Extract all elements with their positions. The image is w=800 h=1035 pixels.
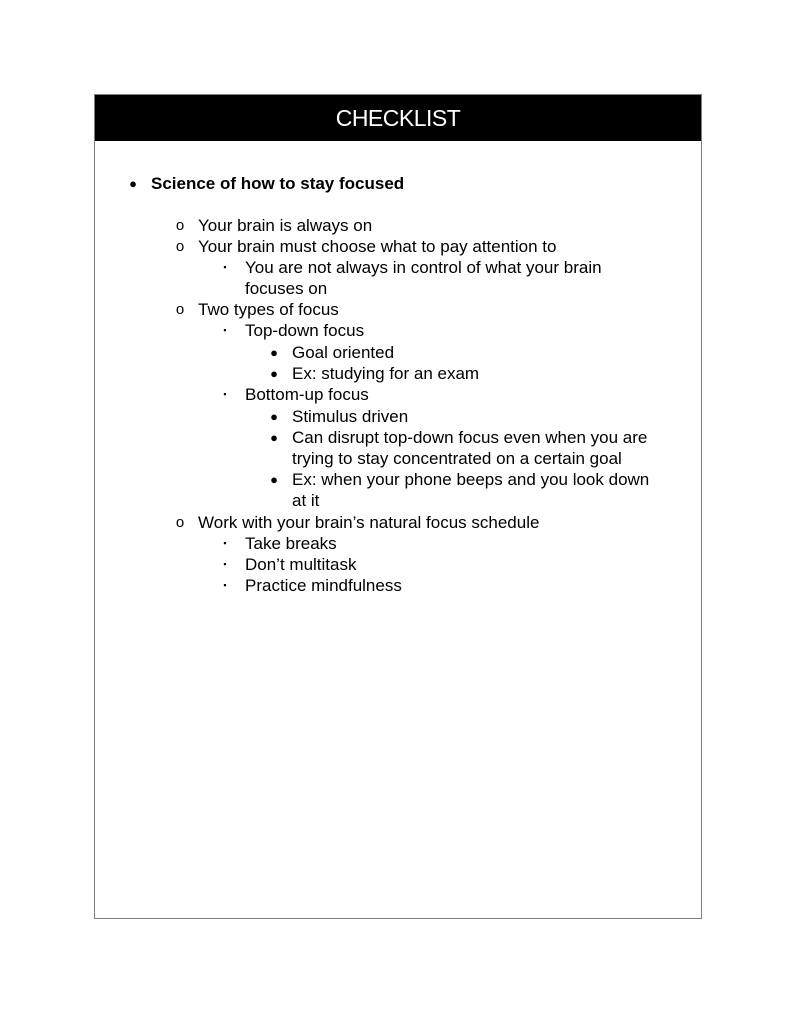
disc-bullet-icon: ● [270,409,278,424]
circle-bullet-icon: o [175,217,185,234]
list-item: Top-down focus [245,321,365,340]
list-item: Science of how to stay focused [151,174,405,193]
list-item: Don’t multitask [245,555,357,574]
list-item-continuation: focuses on [245,279,328,298]
list-item: Bottom-up focus [245,385,369,404]
list-item: Ex: when your phone beeps and you look down [292,470,650,489]
square-bullet-icon: ▪ [223,559,227,569]
list-item: Two types of focus [198,300,339,319]
list-item: Practice mindfulness [245,576,402,595]
circle-bullet-icon: o [175,238,185,255]
checklist-header [95,95,701,141]
list-item: Work with your brain’s natural focus schedule [198,513,540,532]
list-item-continuation: at it [292,491,320,510]
list-item: Stimulus driven [292,407,409,426]
disc-bullet-icon: ● [270,472,278,487]
disc-bullet-icon: ● [129,176,137,191]
disc-bullet-icon: ● [270,345,278,360]
square-bullet-icon: ▪ [223,538,227,548]
square-bullet-icon: ▪ [223,325,227,335]
circle-bullet-icon: o [175,301,185,318]
circle-bullet-icon: o [175,514,185,531]
list-item: Take breaks [245,534,337,553]
list-item: Ex: studying for an exam [292,364,480,383]
disc-bullet-icon: ● [270,430,278,445]
list-item: Your brain is always on [198,216,373,235]
list-item: Your brain must choose what to pay attention to [198,237,557,256]
list-item: You are not always in control of what your brain [245,258,602,277]
square-bullet-icon: ▪ [223,262,227,272]
list-item: Goal oriented [292,343,395,362]
square-bullet-icon: ▪ [223,389,227,399]
square-bullet-icon: ▪ [223,580,227,590]
disc-bullet-icon: ● [270,366,278,381]
list-item: Can disrupt top-down focus even when you are [292,428,648,447]
checklist-title: CHECKLIST [335,104,461,131]
list-item-continuation: trying to stay concentrated on a certain goal [292,449,622,468]
